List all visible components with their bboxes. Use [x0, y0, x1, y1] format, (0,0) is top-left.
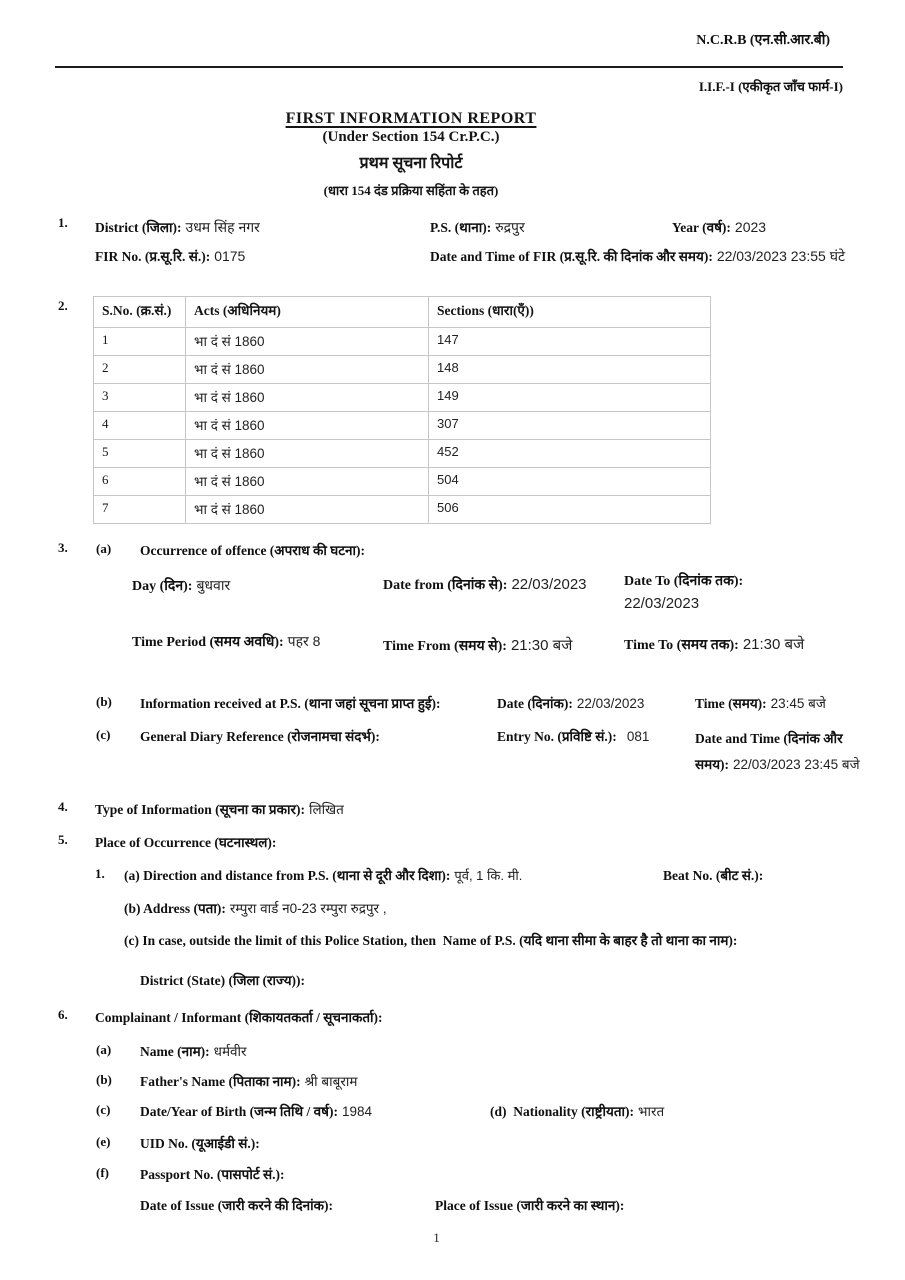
page-number: 1	[433, 1230, 440, 1245]
table-row	[94, 440, 711, 468]
section-6c-tag: (c)	[96, 1102, 111, 1117]
direction-distance-label: (a) Direction and distance from P.S. (थाना से दूरी और दिशा):	[124, 868, 451, 883]
info-date-field	[497, 694, 644, 713]
father-name-value: श्री बाबूराम	[304, 1074, 358, 1089]
nationality-field	[490, 1102, 664, 1121]
info-time-field	[695, 694, 826, 713]
report-subtitle: (Under Section 154 Cr.P.C.)	[322, 129, 500, 145]
row-act: भा दं सं 1860	[186, 328, 429, 356]
section-6e-tag: (e)	[96, 1134, 111, 1149]
time-to-value: 21:30 बजे	[742, 636, 805, 653]
section-5-number: 5.	[58, 832, 68, 847]
row-act: भा दं सं 1860	[186, 496, 429, 524]
entry-no-value: 081	[626, 729, 650, 744]
table-row	[94, 412, 711, 440]
ps-label: P.S. (थाना):	[430, 220, 492, 235]
info-date-label: Date (दिनांक):	[497, 696, 573, 711]
complainant-name-label: Name (नाम):	[140, 1044, 210, 1059]
col-header-sections: Sections (धारा(एँ))	[429, 297, 711, 328]
beat-no-label: Beat No. (बीट सं.):	[663, 868, 764, 883]
section-6a-tag: (a)	[96, 1042, 112, 1057]
iif-header: I.I.F.-I (एकीकृत जाँच फार्म-I)	[698, 79, 843, 94]
day-value: बुधवार	[196, 577, 231, 593]
table-header-row	[94, 297, 711, 328]
type-of-information-value: लिखित	[308, 802, 344, 817]
birth-year-label: Date/Year of Birth (जन्म तिथि / वर्ष):	[140, 1104, 338, 1119]
row-act: भा दं सं 1860	[186, 356, 429, 384]
day-label: Day (दिन):	[132, 579, 193, 594]
date-from-field	[383, 575, 587, 594]
police-station-field	[430, 218, 525, 237]
row-act: भा दं सं 1860	[186, 384, 429, 412]
time-period-label: Time Period (समय अवधि):	[132, 635, 284, 650]
time-period-field	[132, 632, 320, 651]
fir-datetime-value: 22/03/2023 23:55 घंटे	[716, 248, 846, 264]
table-row	[94, 468, 711, 496]
district-state-label: District (State) (जिला (राज्य)):	[140, 973, 306, 988]
date-of-issue-label: Date of Issue (जारी करने की दिनांक):	[140, 1198, 334, 1213]
row-act: भा दं सं 1860	[186, 468, 429, 496]
col-header-acts: Acts (अधिनियम)	[186, 297, 429, 328]
fir-no-value: 0175	[214, 248, 246, 264]
date-to-field	[624, 571, 859, 612]
row-section: 147	[429, 328, 711, 356]
header-divider-line	[55, 66, 843, 68]
row-sno: 5	[94, 440, 186, 468]
entry-no-field	[497, 727, 649, 746]
nationality-label: (d) Nationality (राष्ट्रीयता):	[490, 1104, 635, 1119]
complainant-name-field	[140, 1042, 247, 1061]
title-block	[0, 110, 822, 199]
row-section: 452	[429, 440, 711, 468]
direction-distance-value: पूर्व, 1 कि. मी.	[454, 868, 523, 883]
time-to-field	[624, 632, 824, 658]
row-act: भा दं सं 1860	[186, 440, 429, 468]
year-label: Year (वर्ष):	[672, 220, 731, 235]
occurrence-label: Occurrence of offence (अपराध की घटना):	[140, 543, 365, 558]
type-of-information-field	[95, 800, 344, 819]
info-time-label: Time (समय):	[695, 696, 767, 711]
report-title-hindi: प्रथम सूचना रिपोर्ट	[359, 155, 463, 172]
day-field	[132, 576, 230, 595]
row-sno: 1	[94, 328, 186, 356]
row-section: 504	[429, 468, 711, 496]
table-row	[94, 328, 711, 356]
row-section: 149	[429, 384, 711, 412]
row-sno: 6	[94, 468, 186, 496]
ps-value: रुद्रपुर	[495, 219, 525, 235]
nationality-value: भारत	[638, 1104, 665, 1119]
ncrb-header: N.C.R.B (एन.सी.आर.बी)	[696, 33, 830, 48]
father-name-field	[140, 1072, 357, 1091]
place-of-issue-label: Place of Issue (जारी करने का स्थान):	[435, 1198, 625, 1213]
row-sno: 4	[94, 412, 186, 440]
section-3b-tag: (b)	[96, 694, 112, 709]
birth-year-field	[140, 1102, 372, 1121]
section-3a-tag: (a)	[96, 541, 112, 556]
fir-datetime-label: Date and Time of FIR (प्र.सू.रि. की दिनांक और समय):	[430, 249, 713, 264]
passport-no-label: Passport No. (पासपोर्ट सं.):	[140, 1167, 285, 1182]
fir-no-label: FIR No. (प्र.सू.रि. सं.):	[95, 249, 211, 264]
complainant-informant-label: Complainant / Informant (शिकायतकर्ता / सूचनाकर्ता):	[95, 1010, 383, 1025]
year-value: 2023	[734, 219, 767, 235]
type-of-information-label: Type of Information (सूचना का प्रकार):	[95, 802, 305, 817]
section-6-number: 6.	[58, 1007, 68, 1022]
father-name-label: Father's Name (पिताका नाम):	[140, 1074, 301, 1089]
time-from-field	[383, 635, 572, 655]
district-field	[95, 218, 260, 237]
year-field	[672, 218, 766, 237]
date-from-value: 22/03/2023	[511, 576, 587, 593]
info-time-value: 23:45 बजे	[770, 696, 826, 711]
gd-datetime-field	[695, 726, 873, 779]
table-row	[94, 496, 711, 524]
row-act: भा दं सं 1860	[186, 412, 429, 440]
section-2-number: 2.	[58, 298, 68, 313]
row-section: 506	[429, 496, 711, 524]
section-6b-tag: (b)	[96, 1072, 112, 1087]
birth-year-value: 1984	[341, 1104, 373, 1119]
row-section: 148	[429, 356, 711, 384]
date-to-label: Date To (दिनांक तक):	[624, 574, 744, 589]
info-date-value: 22/03/2023	[576, 696, 645, 711]
uid-no-label: UID No. (यूआईडी सं.):	[140, 1136, 260, 1151]
address-field	[124, 899, 387, 918]
district-label: District (जिला):	[95, 220, 182, 235]
time-to-label: Time To (समय तक):	[624, 638, 739, 653]
date-to-value: 22/03/2023	[624, 595, 700, 612]
table-row	[94, 384, 711, 412]
row-sno: 3	[94, 384, 186, 412]
row-sno: 7	[94, 496, 186, 524]
row-section: 307	[429, 412, 711, 440]
section-3c-tag: (c)	[96, 727, 111, 742]
section-6f-tag: (f)	[96, 1165, 109, 1180]
fir-no-field	[95, 247, 245, 266]
section-5-item-number: 1.	[95, 866, 105, 881]
address-label: (b) Address (पता):	[124, 901, 226, 916]
gd-datetime-label: Date and Time (दिनांक और समय):	[695, 731, 846, 773]
district-value: उधम सिंह नगर	[185, 219, 260, 235]
address-value: रम्पुरा वार्ड न0-23 रम्पुरा रुद्रपुर ,	[229, 901, 387, 916]
info-received-label: Information received at P.S. (थाना जहां सूचना प्राप्त हुई):	[140, 696, 441, 711]
direction-distance-field	[124, 866, 522, 885]
gd-datetime-value: 22/03/2023 23:45 बजे	[733, 757, 860, 773]
section-4-number: 4.	[58, 799, 68, 814]
section-3-number: 3.	[58, 540, 68, 555]
date-from-label: Date from (दिनांक से):	[383, 578, 508, 593]
time-period-value: पहर 8	[287, 633, 321, 649]
table-row	[94, 356, 711, 384]
place-of-occurrence-label: Place of Occurrence (घटनास्थल):	[95, 835, 277, 850]
acts-sections-table	[93, 296, 711, 524]
report-title: FIRST INFORMATION REPORT	[285, 110, 537, 127]
complainant-name-value: धर्मवीर	[213, 1044, 247, 1059]
outside-ps-label: (c) In case, outside the limit of this Police Station, then Name of P.S. (यदि थाना सीमा के बाहर है तो थाना का नाम):	[124, 933, 738, 948]
fir-datetime-field	[430, 247, 845, 266]
report-subtitle-hindi: (धारा 154 दंड प्रक्रिया सहिंता के तहत)	[323, 183, 499, 198]
row-sno: 2	[94, 356, 186, 384]
section-1-number: 1.	[58, 215, 68, 230]
time-from-label: Time From (समय से):	[383, 639, 507, 654]
gd-reference-label: General Diary Reference (रोजनामचा संदर्भ):	[140, 729, 380, 744]
entry-no-label: Entry No. (प्रविष्टि सं.):	[497, 729, 617, 744]
time-from-value: 21:30 बजे	[510, 637, 573, 654]
col-header-sno: S.No. (क्र.सं.)	[94, 297, 186, 328]
